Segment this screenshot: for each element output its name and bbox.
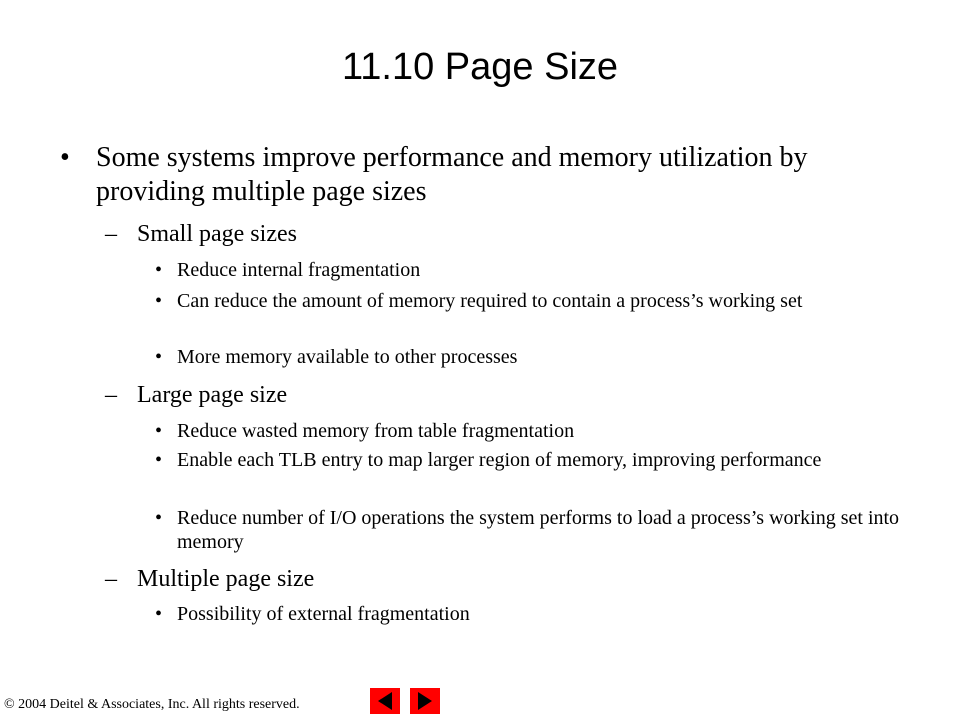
previous-slide-button[interactable]	[370, 688, 400, 714]
list-item-text: More memory available to other processes	[177, 346, 518, 368]
list-item-text: Can reduce the amount of memory required to contain a process’s working set	[177, 290, 803, 312]
bullet-marker: •	[155, 290, 163, 312]
next-arrow-icon	[410, 688, 440, 714]
list-item-text: Reduce internal fragmentation	[177, 259, 421, 281]
next-slide-button[interactable]	[410, 688, 440, 714]
bullet-marker: •	[155, 259, 163, 281]
list-item-text: Enable each TLB entry to map larger region of memory, improving performance	[177, 449, 822, 471]
dash-marker: –	[105, 382, 117, 408]
dash-marker: –	[105, 566, 117, 592]
list-item-text: Possibility of external fragmentation	[177, 603, 470, 625]
copyright-footer: © 2004 Deitel & Associates, Inc. All rights reserved.	[4, 697, 300, 712]
list-item-text: Reduce wasted memory from table fragmentation	[177, 420, 575, 442]
section-heading-text: Large page size	[137, 382, 288, 408]
bullet-marker: •	[60, 142, 70, 173]
slide-title: 11.10 Page Size	[341, 46, 619, 88]
section-heading-text: Multiple page size	[137, 566, 315, 592]
previous-arrow-icon	[370, 688, 400, 714]
section-heading-text: Small page sizes	[137, 221, 297, 247]
bullet-marker: •	[155, 603, 163, 625]
bullet-marker: •	[155, 346, 163, 368]
bullet-marker: •	[155, 420, 163, 442]
list-item-text: Reduce number of I/O operations the system performs to load a process’s working set into memory	[177, 507, 900, 553]
bullet-marker: •	[155, 449, 163, 471]
main-bullet-text: Some systems improve performance and memory utilization by providing multiple page sizes	[96, 142, 808, 207]
dash-marker: –	[105, 221, 117, 247]
bullet-marker: •	[155, 507, 163, 529]
